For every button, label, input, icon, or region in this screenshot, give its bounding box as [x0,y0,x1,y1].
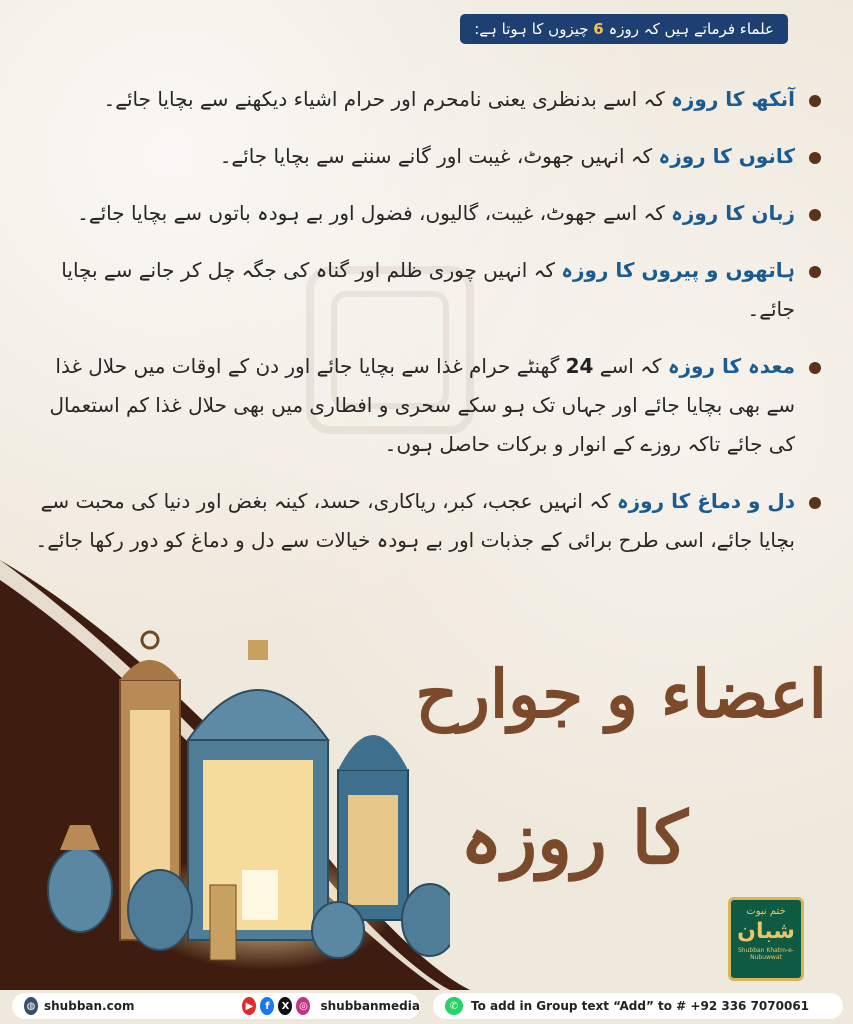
bullet-icon [809,497,821,509]
item-text: گھنٹے حرام غذا سے بچایا جائے اور دن کے اوقات میں حلال غذا سے بھی بچایا جائے اور جہاں تک ہو سکے سحری و افطاری میں بھی حلال غذا کم استعمال کی جائے تاکہ روزے کے انوار و برکات حاصل ہوں۔ [49,354,795,456]
list-item-heart-mind [28,482,823,560]
item-text: کہ انہیں عجب، کبر، ریاکاری، حسد، کینہ بغض اور دنیا کی محبت سے بچایا جائے، اسی طرح برائی کے جذبات اور بے ہودہ خیالات سے دل و دماغ کو دور رکھا جائے۔ [35,489,795,552]
list-item-hands-feet [28,251,823,329]
item-key: دل و دماغ کا روزہ [616,489,795,513]
header-number: 6 [593,20,604,38]
item-key: زبان کا روزہ [671,201,795,225]
list-item-tongue [28,194,823,233]
bullet-icon [809,266,821,278]
logo-sub: Shubban Khatm-e-Nubuwwat [737,947,795,961]
item-key: ہاتھوں و پیروں کا روزہ [561,258,795,282]
social-handle[interactable]: shubbanmedia [320,999,420,1013]
header-tag [460,14,788,44]
item-text: کہ اسے جھوٹ، غیبت، گالیوں، فضول اور بے ہودہ باتوں سے بچایا جائے۔ [77,201,672,225]
youtube-icon[interactable]: ▶ [242,997,256,1015]
x-icon[interactable]: X [278,997,292,1015]
bullet-icon [809,152,821,164]
list-item-ears [28,137,823,176]
list-item-eyes [28,80,823,119]
footer-links [12,993,420,1019]
content-list [28,80,823,578]
lanterns-illustration [20,620,450,970]
list-item-stomach [28,347,823,464]
title-line2: کا روزہ [460,795,688,880]
group-text: To add in Group text “Add” to # +92 336 7070061 [471,999,810,1013]
whatsapp-group-info [433,993,843,1019]
globe-icon: ◍ [24,997,38,1015]
item-number: 24 [565,354,594,378]
item-text-a: کہ اسے [593,354,668,378]
item-text: کہ انہیں چوری ظلم اور گناہ کی جگہ چل کر جانے سے بچایا جائے۔ [61,258,795,321]
bullet-icon [809,95,821,107]
brand-logo [728,897,804,981]
item-text: کہ انہیں جھوٹ، غیبت اور گانے سننے سے بچایا جائے۔ [219,144,659,168]
title-line1: اعضاء و جوارح [415,655,827,733]
logo-top: ختم نبوت [746,906,786,917]
item-key: کانوں کا روزہ [658,144,795,168]
footer [0,988,853,1024]
item-key: معدہ کا روزہ [667,354,795,378]
instagram-icon[interactable]: ◎ [296,997,310,1015]
facebook-icon[interactable]: f [260,997,274,1015]
logo-main: شبان [737,919,795,944]
bullet-icon [809,362,821,374]
bullet-icon [809,209,821,221]
whatsapp-icon: ✆ [445,997,463,1015]
item-text: کہ اسے بدنظری یعنی نامحرم اور حرام اشیاء دیکھنے سے بچایا جائے۔ [103,87,672,111]
website-link[interactable]: shubban.com [44,999,135,1013]
header-text-after: چیزوں کا ہوتا ہے: [474,20,594,38]
item-key: آنکھ کا روزہ [671,87,795,111]
header-text-before: علماء فرماتے ہیں کہ روزہ [603,20,774,38]
